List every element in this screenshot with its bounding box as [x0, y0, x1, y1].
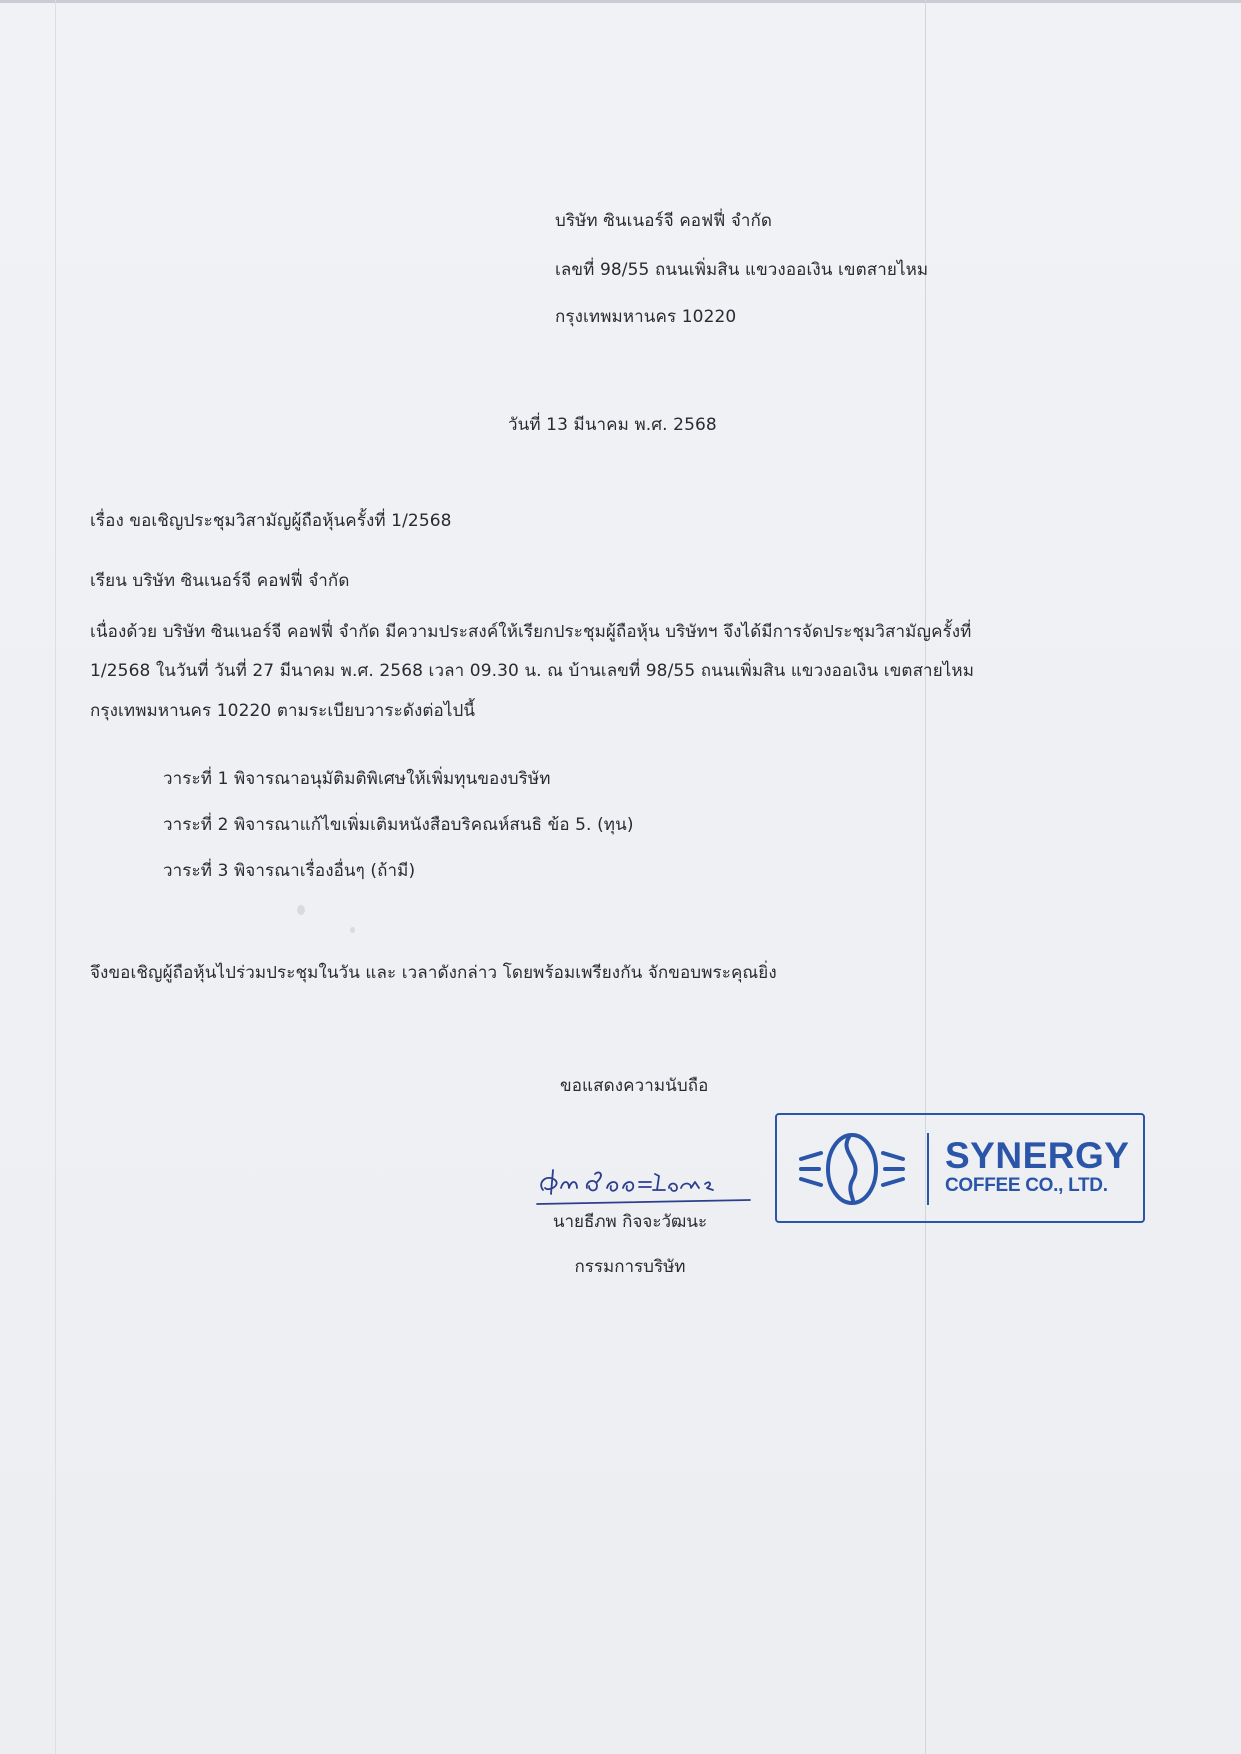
handwritten-signature — [535, 1152, 760, 1212]
company-name: บริษัท ซินเนอร์จี คอฟฟี่ จำกัด — [555, 211, 773, 231]
company-stamp — [775, 1113, 1145, 1223]
letter-subject: เรื่อง ขอเชิญประชุมวิสามัญผู้ถือหุ้นครั้งที่ 1/2568 — [90, 511, 452, 531]
coffee-bean-logo-icon — [797, 1129, 907, 1209]
sign-off: ขอแสดงความนับถือ — [560, 1076, 709, 1096]
company-city: กรุงเทพมหานคร 10220 — [555, 307, 737, 327]
body-line-1: เนื่องด้วย บริษัท ซินเนอร์จี คอฟฟี่ จำกัด มีความประสงค์ให้เรียกประชุมผู้ถือหุ้น บริษัทฯ จึงได้มีการจัดประชุมวิสามัญครั้งที่ — [90, 622, 972, 642]
page-top-edge — [0, 0, 1241, 3]
agenda-item-2: วาระที่ 2 พิจารณาแก้ไขเพิ่มเติมหนังสือบริคณห์สนธิ ข้อ 5. (ทุน) — [163, 815, 634, 835]
company-street-address: เลขที่ 98/55 ถนนเพิ่มสิน แขวงออเงิน เขตสายไหม — [555, 260, 929, 280]
body-line-2: 1/2568 ในวันที่ วันที่ 27 มีนาคม พ.ศ. 2568 เวลา 09.30 น. ณ บ้านเลขที่ 98/55 ถนนเพิ่มสิน แขวงออเงิน เขตสายไหม — [90, 661, 975, 681]
agenda-item-3: วาระที่ 3 พิจารณาเรื่องอื่นๆ (ถ้ามี) — [163, 861, 416, 881]
paper-speck — [297, 905, 305, 915]
paper-speck — [350, 927, 355, 933]
signatory-name: นายธีภพ กิจจะวัฒนะ — [552, 1212, 708, 1232]
signatory-position: กรรมการบริษัท — [574, 1257, 686, 1277]
agenda-item-1: วาระที่ 1 พิจารณาอนุมัติมติพิเศษให้เพิ่มทุนของบริษัท — [163, 769, 551, 789]
stamp-company-name — [945, 1137, 1129, 1197]
body-line-3: กรุงเทพมหานคร 10220 ตามระเบียบวาระดังต่อไปนี้ — [90, 701, 476, 721]
stamp-line-2: COFFEE CO., LTD. — [945, 1175, 1108, 1196]
stamp-divider — [927, 1133, 929, 1205]
page-left-edge — [55, 0, 56, 1754]
stamp-line-1: SYNERGY — [945, 1135, 1130, 1176]
letter-date: วันที่ 13 มีนาคม พ.ศ. 2568 — [508, 415, 717, 435]
letter-recipient: เรียน บริษัท ซินเนอร์จี คอฟฟี่ จำกัด — [90, 571, 350, 591]
closing-paragraph: จึงขอเชิญผู้ถือหุ้นไปร่วมประชุมในวัน และ เวลาดังกล่าว โดยพร้อมเพรียงกัน จักขอบพระคุณยิ่ง — [90, 963, 777, 983]
